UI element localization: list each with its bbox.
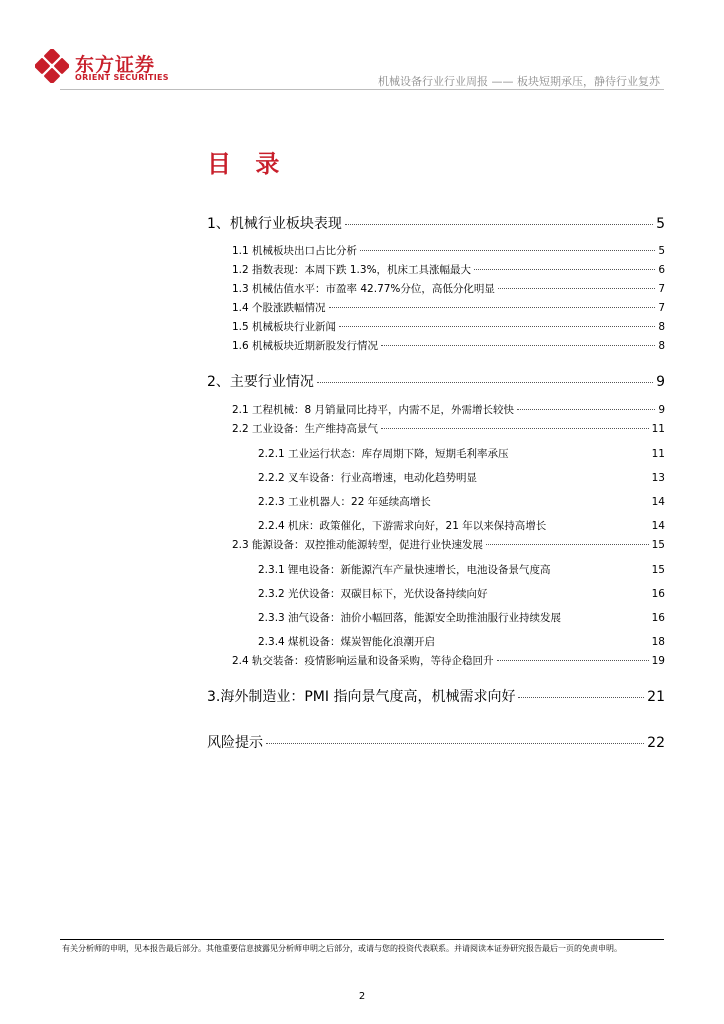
toc-entry-1[interactable]: 1、机械行业板块表现 5 (207, 216, 665, 232)
toc-entry-2-2-4[interactable]: 2.2.4 机床：政策催化，下游需求向好，21 年以来保持高增长 14 (258, 520, 665, 532)
toc-entry-2-1[interactable]: 2.1 工程机械：8 月销量同比持平，内需不足，外需增长较快 9 (232, 404, 665, 416)
toc-entry-1-3[interactable]: 1.3 机械估值水平：市盈率 42.77%分位，高低分化明显 7 (232, 283, 665, 295)
toc-entry-2-2-2[interactable]: 2.2.2 叉车设备：行业高增速，电动化趋势明显 13 (258, 472, 665, 484)
toc-entry-1-5[interactable]: 1.5 机械板块行业新闻 8 (232, 321, 665, 333)
brand-name-cn: 东方证券 (75, 54, 156, 76)
orient-securities-logo-icon (35, 49, 69, 83)
toc-entry-2-2[interactable]: 2.2 工业设备：生产维持高景气 11 (232, 423, 665, 435)
toc-entry-2-2-1[interactable]: 2.2.1 工业运行状态：库存周期下降，短期毛利率承压 11 (258, 448, 665, 460)
toc-entry-risk[interactable]: 风险提示 22 (207, 735, 665, 751)
footer-divider (60, 939, 664, 940)
toc-entry-3[interactable]: 3.海外制造业：PMI 指向景气度高，机械需求向好 21 (207, 689, 665, 705)
report-header-title: 机械设备行业行业周报 —— 板块短期承压，静待行业复苏 (378, 75, 660, 88)
toc-entry-2-2-3[interactable]: 2.2.3 工业机器人：22 年延续高增长 14 (258, 496, 665, 508)
toc-entry-2-4[interactable]: 2.4 轨交装备：疫情影响运量和设备采购，等待企稳回升 19 (232, 655, 665, 667)
footer-disclaimer: 有关分析师的申明，见本报告最后部分。其他重要信息披露见分析师申明之后部分，或请与您的投资代表联系。并请阅读本证券研究报告最后一页的免责申明。 (62, 944, 622, 953)
toc-entry-1-2[interactable]: 1.2 指数表现：本周下跌 1.3%，机床工具涨幅最大 6 (232, 264, 665, 276)
brand-logo (35, 49, 169, 85)
toc-entry-1-4[interactable]: 1.4 个股涨跌幅情况 7 (232, 302, 665, 314)
toc-entry-2[interactable]: 2、主要行业情况 9 (207, 374, 665, 390)
page-number: 2 (358, 991, 366, 1002)
header-divider (60, 89, 664, 90)
toc-entry-2-3-4[interactable]: 2.3.4 煤机设备：煤炭智能化浪潮开启 18 (258, 636, 665, 648)
toc-entry-1-1[interactable]: 1.1 机械板块出口占比分析 5 (232, 245, 665, 257)
toc-title: 目 录 (207, 150, 288, 178)
toc-entry-2-3-1[interactable]: 2.3.1 锂电设备：新能源汽车产量快速增长，电池设备景气度高 15 (258, 564, 665, 576)
toc-entry-1-6[interactable]: 1.6 机械板块近期新股发行情况 8 (232, 340, 665, 352)
toc-entry-2-3[interactable]: 2.3 能源设备：双控推动能源转型，促进行业快速发展 15 (232, 539, 665, 551)
brand-name-en: ORIENT SECURITIES (75, 73, 169, 82)
toc-entry-2-3-2[interactable]: 2.3.2 光伏设备：双碳目标下，光伏设备持续向好 16 (258, 588, 665, 600)
toc-entry-2-3-3[interactable]: 2.3.3 油气设备：油价小幅回落，能源安全助推油服行业持续发展 16 (258, 612, 665, 624)
